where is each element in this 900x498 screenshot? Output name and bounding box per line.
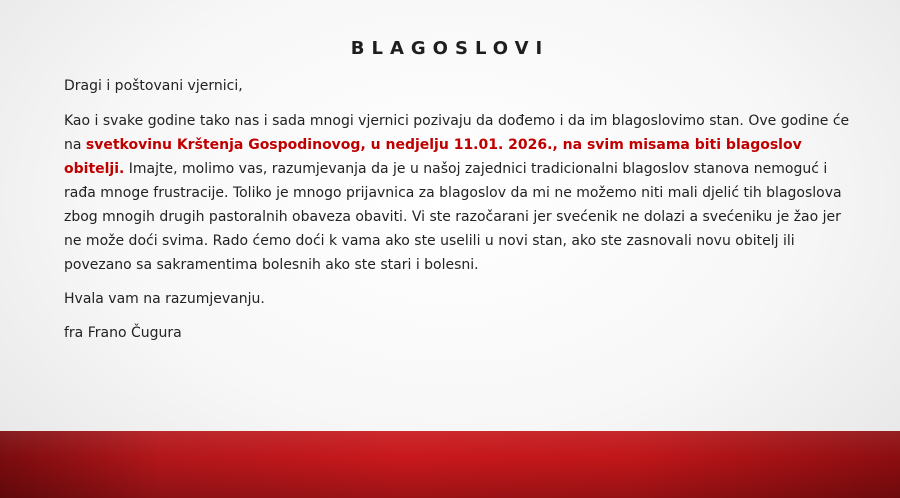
paragraph-intro: Kao i svake godine tako nas i sada mnogi vjernici pozivaju da dođemo i da im blagoslovimo stan. Ove godine će na bbox=[64, 113, 850, 153]
greeting-line: Dragi i poštovani vjernici, bbox=[64, 78, 243, 94]
thanks-line: Hvala vam na razumjevanju. bbox=[64, 291, 265, 307]
paragraph-rest: Imajte, molimo vas, razumjevanja da je u našoj zajednici tradicionalni blagoslov stanova nemoguć i rađa mnoge frustracije. Toliko je mnogo prijavnica za blagoslov da mi ne možemo niti mali djelić tih blagoslova zbog mnogih drugih pastoralnih obaveza obaviti. Vi ste razočarani jer svećenik ne dolazi a svećeniku je žao jer ne može doći svima. Rado ćemo doći k vama ako ste uselili u novi stan, ako ste zasnovali novu obitelj ili povezano sa sakramentima bolesnih ako ste stari i bolesni. bbox=[64, 161, 842, 273]
slide-title: BLAGOSLOVI bbox=[350, 38, 550, 59]
slide-body bbox=[64, 74, 854, 355]
main-paragraph bbox=[64, 109, 854, 277]
highlighted-announcement: svetkovinu Krštenja Gospodinovog, u nedjelju 11.01. 2026., na svim misama biti blagoslov obitelji. bbox=[64, 137, 802, 177]
signature-line: fra Frano Čugura bbox=[64, 325, 182, 341]
footer-decorative-band bbox=[0, 431, 900, 498]
